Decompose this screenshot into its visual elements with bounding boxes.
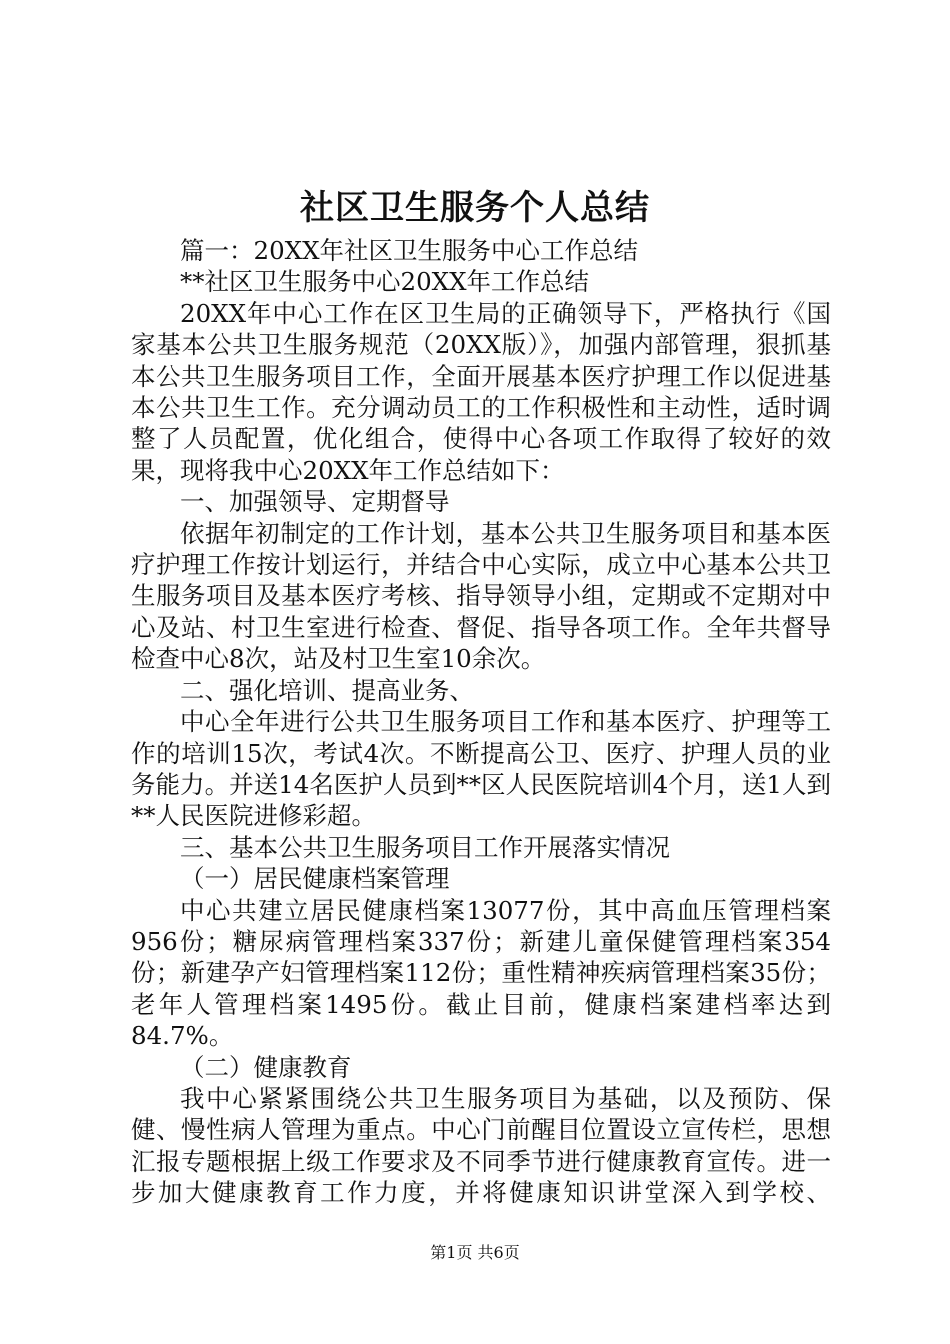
section-subheading: **社区卫生服务中心20XX年工作总结 (180, 267, 590, 297)
body-paragraph: 中心共建立居民健康档案13077份，其中高血压管理档案956份；糖尿病管理档案337份；新建儿童保健管理档案354份；新建孕产妇管理档案112份；重性精神疾病管理档案35份；老年人管理档案1495份。截止目前，健康档案建档率达到84.7%。 (131, 895, 831, 1051)
section-heading: 三、基本公共卫生服务项目工作开展落实情况 (180, 832, 670, 862)
body-paragraph: 中心全年进行公共卫生服务项目工作和基本医疗、护理等工作的培训15次，考试4次。不断提高公卫、医疗、护理人员的业务能力。并送14名医护人员到**区人民医院培训4个月，送1人到**人民医院进修彩超。 (131, 707, 831, 831)
body-paragraph: 依据年初制定的工作计划，基本公共卫生服务项目和基本医疗护理工作按计划运行，并结合中心实际，成立中心基本公共卫生服务项目及基本医疗考核、指导领导小组，定期或不定期对中心及站、村卫生室进行检查、督促、指导各项工作。全年共督导检查中心8次，站及村卫生室10余次。 (131, 518, 831, 674)
document-body (131, 235, 831, 1209)
page-footer: 第1页 共6页 (430, 1243, 520, 1262)
subsection-heading: （一）居民健康档案管理 (180, 864, 450, 894)
body-paragraph: 我中心紧紧围绕公共卫生服务项目为基础，以及预防、保健、慢性病人管理为重点。中心门前醒目位置设立宣传栏，思想汇报专题根据上级工作要求及不同季节进行健康教育宣传。进一步加大健康教育工作力度，并将健康知识讲堂深入到学校、 (131, 1083, 831, 1208)
section-heading: 一、加强领导、定期督导 (180, 487, 450, 517)
section-heading: 篇一：20XX年社区卫生服务中心工作总结 (180, 236, 639, 265)
document-title: 社区卫生服务个人总结 (300, 188, 650, 228)
body-paragraph: 20XX年中心工作在区卫生局的正确领导下，严格执行《国家基本公共卫生服务规范（20XX版）》，加强内部管理，狠抓基本公共卫生服务项目工作，全面开展基本医疗护理工作以促进基本公共卫生工作。充分调动员工的工作积极性和主动性，适时调整了人员配置，优化组合，使得中心各项工作取得了较好的效果，现将我中心20XX年工作总结如下： (131, 298, 831, 485)
subsection-heading: （二）健康教育 (180, 1052, 352, 1082)
section-heading: 二、强化培训、提高业务、 (180, 675, 474, 705)
